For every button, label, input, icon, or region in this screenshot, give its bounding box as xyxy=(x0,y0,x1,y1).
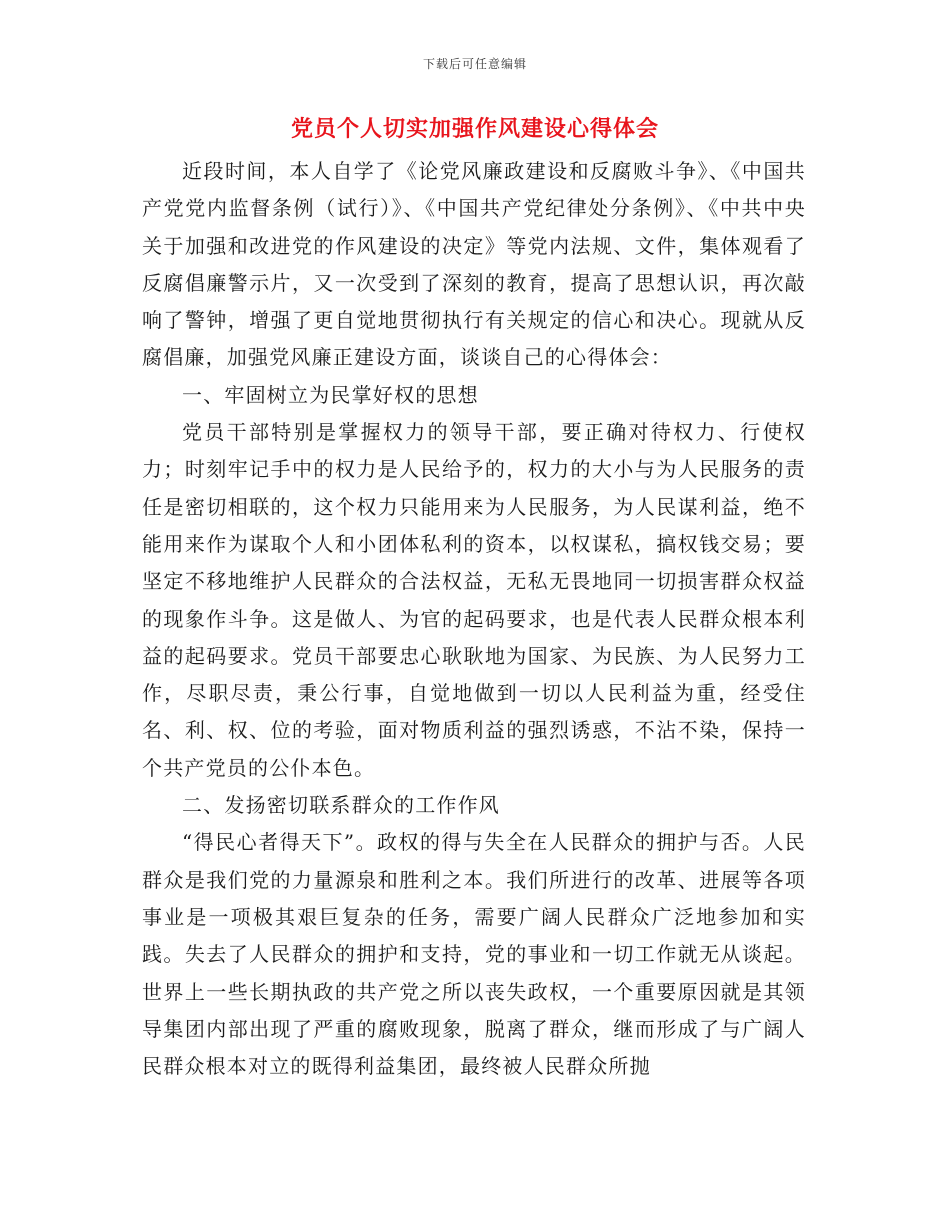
document-title: 党员个人切实加强作风建设心得体会 xyxy=(290,116,659,142)
document-body xyxy=(142,153,806,1085)
paragraph-section-2: “得民心者得天下”。政权的得与失全在人民群众的拥护与否。人民群众是我们党的力量源泉和胜利之本。我们所进行的改革、进展等各项事业是一项极其艰巨复杂的任务，需要广阔人民群众广泛地参加和实践。失去了人民群众的拥护和支持，党的事业和一切工作就无从谈起。世界上一些长期执政的共产党之所以丧失政权，一个重要原因就是其领导集团内部出现了严重的腐败现象，脱离了群众，继而形成了与广阔人民群众根本对立的既得利益集团，最终被人民群众所抛 xyxy=(142,830,806,1079)
header-note: 下载后可任意编辑 xyxy=(422,57,527,71)
section-heading-2: 二、发扬密切联系群众的工作作风 xyxy=(182,793,500,818)
section-heading-1: 一、牢固树立为民掌好权的思想 xyxy=(182,382,479,407)
paragraph-section-1: 党员干部特别是掌握权力的领导干部，要正确对待权力、行使权力；时刻牢记手中的权力是人民给予的，权力的大小与为人民服务的责任是密切相联的，这个权力只能用来为人民服务，为人民谋利益，绝不能用来作为谋取个人和小团体私利的资本，以权谋私，搞权钱交易；要坚定不移地维护人民群众的合法权益，无私无畏地同一切损害群众权益的现象作斗争。这是做人、为官的起码要求，也是代表人民群众根本利益的起码要求。党员干部要忠心耿耿地为国家、为民族、为人民努力工作，尽职尽责，秉公行事，自觉地做到一切以人民利益为重，经受住名、利、权、位的考验，面对物质利益的强烈诱惑，不沾不染，保持一个共产党员的公仆本色。 xyxy=(142,420,806,780)
paragraph-intro: 近段时间，本人自学了《论党风廉政建设和反腐败斗争》、《中国共产党党内监督条例（试行）》、《中国共产党纪律处分条例》、《中共中央关于加强和改进党的作风建设的决定》等党内法规、文件，集体观看了反腐倡廉警示片，又一次受到了深刻的教育，提高了思想认识，再次敲响了警钟，增强了更自觉地贯彻执行有关规定的信心和决心。现就从反腐倡廉，加强党风廉正建设方面，谈谈自己的心得体会： xyxy=(142,159,806,370)
